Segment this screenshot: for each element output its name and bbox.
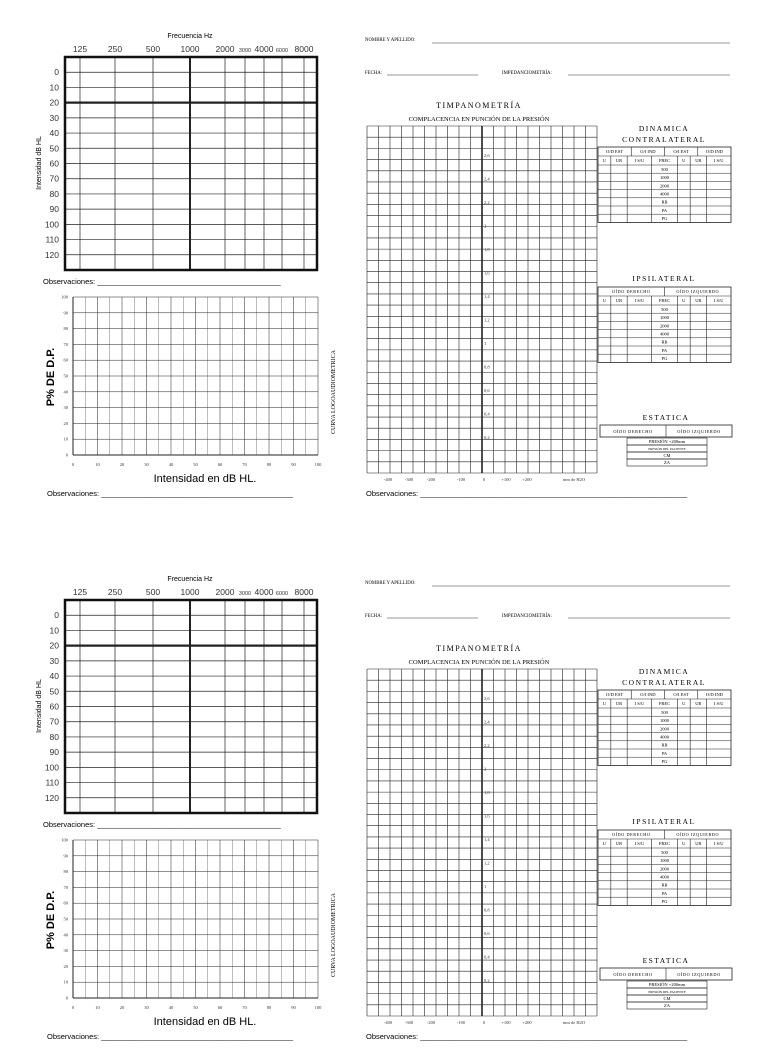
logo-y-tick: 60 — [63, 357, 68, 363]
dinamica-subtitle: CONTRALATERAL — [622, 135, 706, 144]
logo-y-tick: 70 — [63, 341, 68, 347]
tympanometry-grid[interactable] — [367, 126, 597, 473]
dinamica-title: DINAMICA — [638, 667, 690, 676]
logo-x-tick: 70 — [242, 1005, 247, 1010]
dinamica-subheader: UR — [695, 701, 702, 706]
audiogram-freq-title: Frecuencia Hz — [167, 33, 213, 40]
estatica-row-label: CM — [663, 996, 671, 1001]
tympanometry-y-value: 0,6 — [484, 931, 490, 936]
estatica-row-label: ZA — [664, 1003, 670, 1008]
tympanometry-y-value: 0,2 — [484, 435, 490, 440]
logo-y-tick: 50 — [63, 373, 68, 379]
ipsilateral-subheader: UR — [695, 841, 702, 846]
logoaudiometry — [45, 295, 337, 499]
logo-y-tick: 70 — [63, 884, 68, 890]
freq-label: 250 — [107, 44, 123, 54]
estatica-row-label: PRESIÓN DEL PACIENTE — [648, 447, 686, 451]
date-label: FECHA: — [365, 614, 383, 619]
dinamica-subheader: UR — [615, 701, 623, 706]
tympanometry-y-value: 0,8 — [484, 364, 490, 370]
intensity-label: 30 — [49, 655, 59, 666]
freq-label: 4000 — [254, 587, 274, 597]
tympanometry-y-value: 1,2 — [484, 860, 490, 866]
tympanometry-y-value: 1 — [484, 341, 487, 346]
logo-x-tick: 20 — [119, 462, 125, 467]
dinamica-row-label: 4000 — [660, 191, 669, 197]
tympanometry-x-value: +200 — [522, 477, 532, 482]
ipsilateral-title: IPSILATERAL — [632, 274, 696, 283]
ipsilateral-grid[interactable] — [598, 287, 731, 362]
freq-label: 3000 — [238, 48, 252, 54]
audiogram-freq-labels — [73, 587, 314, 597]
ipsilateral-row-label: 2000 — [660, 866, 669, 872]
logo-x-tick: 30 — [144, 1005, 149, 1010]
dinamica-header: O/D EST — [606, 692, 624, 697]
estatica-row-label: ZA — [664, 460, 670, 465]
freq-label: 2000 — [215, 587, 235, 597]
logo-x-tick: 30 — [144, 462, 149, 467]
name-label: NOMBRE Y APELLIDO: — [365, 38, 416, 43]
ipsilateral-row-label: RB — [661, 339, 668, 345]
logo-x-tick: 60 — [217, 462, 223, 467]
audiogram — [36, 33, 317, 286]
intensity-label: 110 — [45, 777, 59, 788]
estatica-header: OÍDO DERECHO — [613, 972, 653, 977]
logo-x-tick: 40 — [168, 462, 174, 467]
dinamica-header: O/D IND — [705, 149, 723, 154]
dinamica-row-label: 500 — [661, 709, 668, 715]
dinamica-subheader: UR — [695, 158, 702, 163]
freq-label: 6000 — [275, 591, 289, 597]
logo-y-tick: 20 — [63, 420, 68, 426]
logo-y-tick: 90 — [63, 310, 68, 316]
intensity-label: 90 — [49, 747, 59, 758]
intensity-label: 0 — [54, 67, 59, 78]
tympanometry-y-value: 2,2 — [484, 743, 490, 748]
logo-observations[interactable]: Observaciones: ______________________________________________ — [47, 489, 294, 498]
logo-y-tick: 0 — [65, 995, 68, 1001]
ipsilateral-row-label: 500 — [661, 849, 668, 855]
tympanometry-y-value: 1,8 — [484, 790, 490, 795]
intensity-label: 10 — [49, 82, 59, 93]
tympanometry-observations[interactable]: Observaciones: ________________________________________________________________ — [366, 489, 688, 498]
logo-y-tick: 90 — [63, 853, 68, 859]
dinamica-subheader: FREC — [658, 158, 671, 163]
tympanometry-observations[interactable]: Observaciones: ________________________________________________________________ — [366, 1032, 688, 1041]
logo-y-tick: 30 — [63, 405, 68, 411]
freq-label: 6000 — [275, 48, 289, 54]
tympanometry-x-value: -200 — [426, 477, 436, 482]
tympanometry-y-value: 2,2 — [484, 200, 490, 205]
logo-x-tick: 50 — [193, 1005, 198, 1010]
tympanometry-x-value: 0 — [482, 477, 486, 482]
intensity-label: 110 — [45, 234, 59, 245]
ipsilateral-header: OÍDO IZQUIERDO — [676, 289, 720, 294]
freq-label: 500 — [145, 587, 161, 597]
logo-x-tick: 90 — [291, 1005, 296, 1010]
ipsilateral-subheader: U — [682, 841, 686, 846]
dinamica-subheader: U — [682, 701, 686, 706]
logo-y-tick: 80 — [63, 869, 68, 875]
ipsilateral-row-label: PA — [661, 890, 668, 896]
estatica-header: OÍDO DERECHO — [613, 429, 653, 434]
intensity-label: 80 — [49, 188, 59, 199]
audiometry-form — [0, 543, 768, 1055]
dinamica-subheader: I S/U — [634, 701, 645, 706]
ipsilateral-subheader: U — [682, 298, 686, 303]
dinamica-header: O/D IND — [705, 692, 723, 697]
tympanometry-y-value: 0,4 — [484, 954, 490, 960]
dinamica-grid[interactable] — [598, 147, 731, 222]
logo-x-tick: 0 — [71, 462, 75, 467]
estatica-header: OÍDO IZQUIERDO — [677, 429, 721, 434]
ipsilateral-table — [598, 817, 731, 905]
ipsilateral-subheader: UR — [695, 298, 702, 303]
estatica-grid[interactable] — [600, 425, 732, 466]
dinamica-header: O/I IND — [640, 692, 656, 697]
ipsilateral-subheader: I S/U — [713, 298, 724, 303]
tympanometry-y-values — [484, 696, 490, 984]
logo-y-tick: 60 — [63, 900, 68, 906]
freq-label: 8000 — [294, 587, 314, 597]
dinamica-row-label: 1000 — [660, 175, 669, 181]
intensity-label: 50 — [49, 143, 59, 154]
ipsilateral-subheader: UR — [615, 841, 623, 846]
tympanometry-y-value: 2 — [484, 223, 487, 229]
tympanometry-y-value: 0,4 — [484, 411, 490, 417]
intensity-label: 120 — [44, 249, 59, 260]
date-label: FECHA: — [365, 71, 383, 76]
ipsilateral-row-label: 4000 — [660, 874, 669, 880]
audiogram-ylabel: Intensidad dB HL — [36, 679, 43, 733]
logo-y-tick: 10 — [63, 979, 68, 985]
dinamica-subheader: U — [682, 158, 686, 163]
tympanometry-x-value: -400 — [383, 477, 393, 482]
ipsilateral-table — [598, 274, 731, 362]
intensity-label: 80 — [49, 731, 59, 742]
tympanometry-x-value: -100 — [456, 477, 466, 482]
dinamica-row-label: PA — [661, 750, 668, 756]
logo-x-tick: 10 — [95, 462, 100, 467]
tympanometry-y-value: 0,2 — [484, 978, 490, 983]
ipsilateral-title: IPSILATERAL — [632, 817, 696, 826]
tympanometry-x-value: -200 — [426, 1020, 436, 1025]
logoaudiometry — [45, 838, 337, 1042]
logo-x-tick: 0 — [71, 1005, 75, 1010]
tympanometry-subtitle: COMPLACENCIA EN PUNCIÓN DE LA PRESIÓN — [408, 116, 550, 123]
ipsilateral-row-label: 4000 — [660, 331, 669, 337]
logo-y-tick: 20 — [63, 963, 68, 969]
intensity-label: 100 — [44, 762, 59, 773]
logo-y-tick: 100 — [61, 837, 68, 843]
logo-x-tick: 40 — [168, 1005, 174, 1010]
estatica-table — [600, 956, 732, 1009]
tympanometry-y-value: 1,6 — [484, 270, 490, 276]
logo-xlabel: Intensidad en dB HL. — [153, 473, 257, 485]
audiogram-freq-labels — [73, 44, 314, 54]
logo-y-tick: 10 — [63, 436, 68, 442]
dinamica-header: O/D EST — [606, 149, 624, 154]
logo-x-tick: 100 — [314, 1005, 322, 1010]
freq-label: 1000 — [180, 587, 200, 597]
dinamica-table — [598, 124, 731, 222]
name-label: NOMBRE Y APELLIDO: — [365, 581, 416, 586]
logo-ylabel: P% DE D.P. — [45, 890, 57, 950]
dinamica-row-label: 500 — [661, 166, 668, 172]
estatica-title: ESTATICA — [642, 413, 690, 422]
ipsilateral-subheader: I S/U — [634, 298, 645, 303]
dinamica-row-label: RB — [661, 742, 668, 748]
ipsilateral-row-label: PA — [661, 347, 668, 353]
freq-label: 2000 — [215, 44, 235, 54]
logo-x-tick: 80 — [266, 462, 272, 467]
audiogram-intensity-labels — [45, 67, 59, 260]
intensity-label: 50 — [49, 686, 59, 697]
intensity-label: 30 — [49, 112, 59, 123]
tympanometry-y-value: 1 — [484, 884, 487, 889]
audiogram-observations[interactable]: Observaciones: ____________________________________________ — [43, 820, 281, 829]
audiogram-ylabel: Intensidad dB HL — [36, 136, 43, 190]
intensity-label: 70 — [49, 716, 59, 727]
dinamica-row-label: PA — [661, 207, 668, 213]
freq-label: 125 — [72, 587, 88, 597]
tympanometry-x-value: -400 — [383, 1020, 393, 1025]
tympanometry-y-value: 1,4 — [484, 837, 490, 842]
estatica-grid[interactable] — [600, 968, 732, 1009]
intensity-label: 20 — [49, 97, 59, 108]
ipsilateral-subheader: UR — [615, 298, 623, 303]
logo-observations[interactable]: Observaciones: ______________________________________________ — [47, 1032, 294, 1041]
dinamica-subheader: U — [602, 158, 607, 163]
audiometry-form — [0, 0, 768, 512]
ipsilateral-subheader: U — [602, 841, 607, 846]
ipsilateral-row-label: 500 — [661, 306, 668, 312]
estatica-row-label: PRESIÓN DEL PACIENTE — [648, 990, 686, 994]
intensity-label: 40 — [49, 128, 59, 139]
tympanometry-x-unit: mm de H2O — [562, 1020, 586, 1025]
tympanometry-title: TIMPANOMETRÍA — [436, 101, 522, 110]
dinamica-subheader: I S/U — [634, 158, 645, 163]
audiogram-grid[interactable] — [65, 600, 317, 813]
tympanometry-x-value: 0 — [482, 1020, 486, 1025]
logo-y-tick: 30 — [63, 948, 68, 954]
dinamica-subheader: I S/U — [713, 158, 724, 163]
dinamica-header: O/I IND — [640, 149, 656, 154]
tympanometry-x-values — [384, 477, 533, 482]
estatica-row-label: PRESIÓN +200mm — [648, 982, 686, 987]
audiogram — [36, 576, 317, 829]
estatica-header: OÍDO IZQUIERDO — [677, 972, 721, 977]
logo-grid[interactable] — [73, 297, 318, 455]
logo-x-ticks — [72, 1005, 322, 1010]
tympanometry-x-value: -300 — [404, 1020, 414, 1025]
dinamica-header: O/I EST — [673, 149, 689, 154]
logo-y-ticks — [61, 295, 69, 458]
tympanometry-y-value: 1,8 — [484, 247, 490, 252]
logo-x-tick: 60 — [217, 1005, 223, 1010]
ipsilateral-header: OÍDO IZQUIERDO — [676, 832, 720, 837]
dinamica-subheader: UR — [615, 158, 623, 163]
logo-x-tick: 100 — [314, 462, 322, 467]
logo-ylabel: P% DE D.P. — [45, 347, 57, 407]
audiogram-intensity-labels — [45, 610, 59, 803]
ipsilateral-row-label: 1000 — [660, 858, 669, 864]
logo-x-tick: 70 — [242, 462, 247, 467]
tympanometry-y-values — [484, 153, 490, 441]
logo-y-tick: 40 — [63, 389, 68, 395]
logo-y-tick: 80 — [63, 326, 68, 332]
logo-x-tick: 20 — [119, 1005, 125, 1010]
dinamica-row-label: RB — [661, 199, 668, 205]
tympanometry-y-value: 0,8 — [484, 907, 490, 913]
logo-y-tick: 100 — [61, 294, 68, 300]
tympanometry-y-value: 2,6 — [484, 696, 490, 701]
dinamica-subheader: FREC — [658, 701, 671, 706]
ipsilateral-subheader: I S/U — [634, 841, 645, 846]
dinamica-subheader: U — [602, 701, 607, 706]
tympanometry-title: TIMPANOMETRÍA — [436, 644, 522, 653]
ipsilateral-row-label: RB — [661, 882, 668, 888]
tympanometry-x-value: -300 — [404, 477, 414, 482]
tympanometry-y-value: 2,4 — [484, 719, 490, 725]
ipsilateral-header: OÍDO DERECHO — [612, 289, 651, 294]
logo-x-tick: 50 — [193, 462, 198, 467]
freq-label: 8000 — [294, 44, 314, 54]
dinamica-row-label: 4000 — [660, 734, 669, 740]
form-canvas — [0, 0, 768, 512]
tympanometry-x-value: +100 — [501, 477, 511, 482]
freq-label: 3000 — [238, 591, 252, 597]
ipsilateral-row-label: 2000 — [660, 323, 669, 329]
tympanometry-y-value: 1,6 — [484, 813, 490, 819]
imped-label: IMPEDANCIOMETRÍA: — [502, 614, 552, 619]
freq-label: 1000 — [180, 44, 200, 54]
estatica-row-label: PRESIÓN +200mm — [648, 439, 686, 444]
tympanometry-x-unit: mm de H2O — [562, 477, 586, 482]
dinamica-row-label: 1000 — [660, 718, 669, 724]
dinamica-subtitle: CONTRALATERAL — [622, 678, 706, 687]
freq-label: 500 — [145, 44, 161, 54]
tympanometry-y-value: 0,6 — [484, 388, 490, 393]
ipsilateral-row-label: 1000 — [660, 315, 669, 321]
dinamica-header: O/I EST — [673, 692, 689, 697]
tympanometry-y-value: 1,2 — [484, 317, 490, 323]
intensity-label: 120 — [44, 792, 59, 803]
intensity-label: 0 — [54, 610, 59, 621]
freq-label: 250 — [107, 587, 123, 597]
estatica-row-label: CM — [663, 453, 671, 458]
tympanometry-y-value: 1,4 — [484, 294, 490, 299]
dinamica-row-label: PG — [661, 759, 668, 765]
estatica-title: ESTATICA — [642, 956, 690, 965]
estatica-table — [600, 413, 732, 466]
tympanometry-x-value: +100 — [501, 1020, 511, 1025]
ipsilateral-subheader: I S/U — [713, 841, 724, 846]
tympanometry-subtitle: COMPLACENCIA EN PUNCIÓN DE LA PRESIÓN — [408, 659, 550, 666]
intensity-label: 20 — [49, 640, 59, 651]
intensity-label: 70 — [49, 173, 59, 184]
intensity-label: 40 — [49, 671, 59, 682]
ipsilateral-subheader: U — [602, 298, 607, 303]
patient-header — [365, 581, 730, 619]
logo-x-ticks — [72, 462, 322, 467]
freq-label: 4000 — [254, 44, 274, 54]
audiogram-freq-title: Frecuencia Hz — [167, 576, 213, 583]
form-canvas — [0, 543, 768, 1055]
dinamica-subheader: I S/U — [713, 701, 724, 706]
ipsilateral-row-label: PG — [661, 899, 668, 905]
tympanometry-x-values — [384, 1020, 533, 1025]
dinamica-row-label: PG — [661, 216, 668, 222]
intensity-label: 90 — [49, 204, 59, 215]
dinamica-row-label: 2000 — [660, 726, 669, 732]
intensity-label: 100 — [44, 219, 59, 230]
logo-side-label: CURVA LOGOAUDIOMETRICA — [331, 350, 337, 434]
logo-y-tick: 50 — [63, 916, 68, 922]
intensity-label: 60 — [49, 701, 59, 712]
logo-y-tick: 0 — [65, 452, 68, 458]
logo-x-tick: 80 — [266, 1005, 272, 1010]
logo-grid[interactable] — [73, 840, 318, 998]
intensity-label: 60 — [49, 158, 59, 169]
tympanometry-x-value: +200 — [522, 1020, 532, 1025]
tympanometry-x-value: -100 — [456, 1020, 466, 1025]
audiogram-grid[interactable] — [65, 57, 317, 270]
dinamica-grid[interactable] — [598, 690, 731, 765]
tympanometry-grid[interactable] — [367, 669, 597, 1016]
tympanometry-y-value: 2,4 — [484, 176, 490, 182]
audiogram-observations[interactable]: Observaciones: ____________________________________________ — [43, 277, 281, 286]
patient-header — [365, 38, 730, 76]
dinamica-table — [598, 667, 731, 765]
ipsilateral-subheader: FREC — [658, 298, 671, 303]
dinamica-row-label: 2000 — [660, 183, 669, 189]
ipsilateral-row-label: PG — [661, 356, 668, 362]
intensity-label: 10 — [49, 625, 59, 636]
logo-xlabel: Intensidad en dB HL. — [153, 1016, 257, 1028]
ipsilateral-header: OÍDO DERECHO — [612, 832, 651, 837]
tympanometry-y-value: 2 — [484, 766, 487, 772]
freq-label: 125 — [72, 44, 88, 54]
dinamica-title: DINAMICA — [638, 124, 690, 133]
logo-side-label: CURVA LOGOAUDIOMETRICA — [331, 893, 337, 977]
imped-label: IMPEDANCIOMETRÍA: — [502, 71, 552, 76]
logo-y-tick: 40 — [63, 932, 68, 938]
logo-y-ticks — [61, 838, 69, 1001]
ipsilateral-grid[interactable] — [598, 830, 731, 905]
tympanometry-y-value: 2,6 — [484, 153, 490, 158]
logo-x-tick: 90 — [291, 462, 296, 467]
ipsilateral-subheader: FREC — [658, 841, 671, 846]
logo-x-tick: 10 — [95, 1005, 100, 1010]
